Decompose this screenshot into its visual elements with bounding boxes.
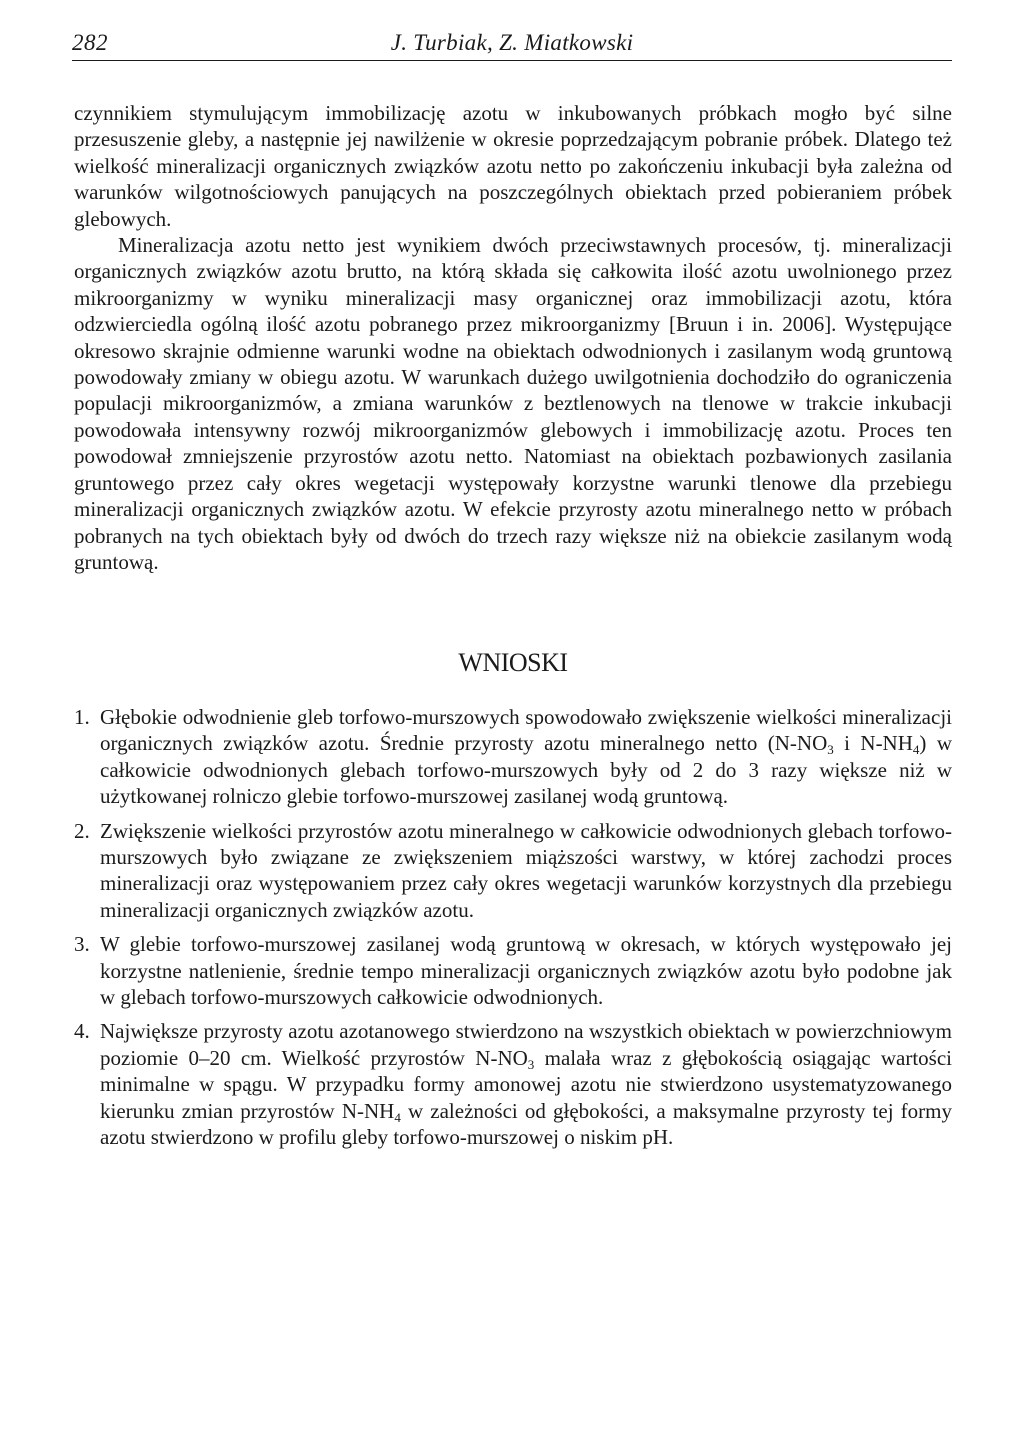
conclusions-list: [74, 704, 952, 1159]
running-head: [72, 30, 952, 61]
text-segment: w zależności od głębokości, a maksymalne przyrosty tej formy azotu stwierdzono w profilu gleby torfowo-murszowej o niskim pH.: [100, 1098, 952, 1150]
subscript: 4: [912, 742, 920, 758]
text-segment: malała wraz z głębokością osiągając wartości minimalne w spągu. W przypadku formy amonowej azotu nie stwierdzono usystematyzowanego kierunku zmian przyrostów N-NH: [100, 1045, 952, 1123]
conclusion-item: [74, 1018, 952, 1150]
subscript: 3: [527, 1056, 535, 1072]
section-heading: WNIOSKI: [458, 648, 568, 677]
item-number: 2.: [74, 818, 90, 843]
item-number: 1.: [74, 705, 90, 729]
item-text: [100, 1018, 952, 1150]
item-text: Zwiększenie wielkości przyrostów azotu mineralnego w całkowicie odwodnionych glebach torfowo-murszowych było związane ze zwiększeniem miąższości warstwy, w której zachodzi proces mineralizacji oraz występowaniem przez cały okres wegetacji warunków korzystnych dla przebiegu mineralizacji organicznych związków azotu.: [100, 818, 952, 922]
paragraph: Mineralizacja azotu netto jest wynikiem dwóch przeciwstawnych procesów, tj. mineralizacji organicznych związków azotu brutto, na którą składa się całkowita ilość azotu uwolnionego przez mikroorganizmy w wyniku mineralizacji masy organicznej oraz immobilizacji azotu, która odzwierciedla ogólną ilość azotu pobranego przez mikroorganizmy [Bruun i in. 2006]. Występujące okresowo skrajnie odmienne warunki wodne na obiektach odwodnionych i zasilanym wodą gruntową powodowały zmiany w obiegu azotu. W warunkach dużego uwilgotnienia dochodziło do ograniczenia populacji mikroorganizmów, a zmiana warunków z beztlenowych na tlenowe w trakcie inkubacji powodowała intensywny rozwój mikroorganizmów glebowych i immobilizację azotu. Proces ten powodował zmniejszenie przyrostów azotu netto. Natomiast na obiektach pozbawionych zasilania gruntowego przez cały okres wegetacji występowały korzystne warunki tlenowe dla przebiegu mineralizacji organicznych związków azotu. W efekcie przyrosty azotu mineralnego netto w próbach pobranych na tych obiektach były od dwóch do trzech razy większe niż na obiekcie zasilanym wodą gruntową.: [74, 233, 952, 574]
conclusion-item: [74, 704, 952, 810]
text-segment: Głębokie odwodnienie gleb torfowo-murszowych spowodowało zwiększenie wielkości mineralizacji organicznych związków azotu. Średnie przyrosty azotu mineralnego netto (N-NO: [100, 705, 952, 756]
conclusion-item: [74, 931, 952, 1010]
running-title: J. Turbiak, Z. Miatkowski: [390, 30, 634, 55]
item-text: [100, 704, 952, 810]
subscript: 3: [827, 742, 834, 758]
text-segment: ) w całkowicie odwodnionych glebach torfowo-murszowych były od 2 do 3 razy większe niż w użytkowanej rolniczo glebie torfowo-murszowej zasilanej wodą gruntową.: [100, 731, 952, 809]
subscript: 4: [394, 1109, 401, 1125]
text-segment: i N-NH: [833, 731, 913, 756]
text-segment: Największe przyrosty azotu azotanowego stwierdzono na wszystkich obiektach w powierzchniowym poziomie 0–20 cm. Wielkość przyrostów N-NO: [100, 1019, 952, 1070]
conclusion-item: [74, 818, 952, 924]
page-number: 282: [72, 30, 108, 55]
item-number: 3.: [74, 932, 90, 957]
paragraph: czynnikiem stymulującym immobilizację azotu w inkubowanych próbkach mogło być silne przesuszenie gleby, a następnie jej nawilżenie w okresie poprzedzającym pobranie próbek. Dlatego też wielkość mineralizacji organicznych związków azotu netto po zakończeniu inkubacji była zależna od warunków wilgotnościowych panujących na poszczególnych obiektach przed pobieraniem próbek glebowych.: [74, 101, 952, 231]
item-number: 4.: [74, 1019, 90, 1044]
item-text: W glebie torfowo-murszowej zasilanej wodą gruntową w okresach, w których występowało jej korzystne natlenienie, średnie tempo mineralizacji organicznych związków azotu było podobne jak w glebach torfowo-murszowych całkowicie odwodnionych.: [100, 932, 952, 1010]
body-text: [74, 100, 952, 575]
